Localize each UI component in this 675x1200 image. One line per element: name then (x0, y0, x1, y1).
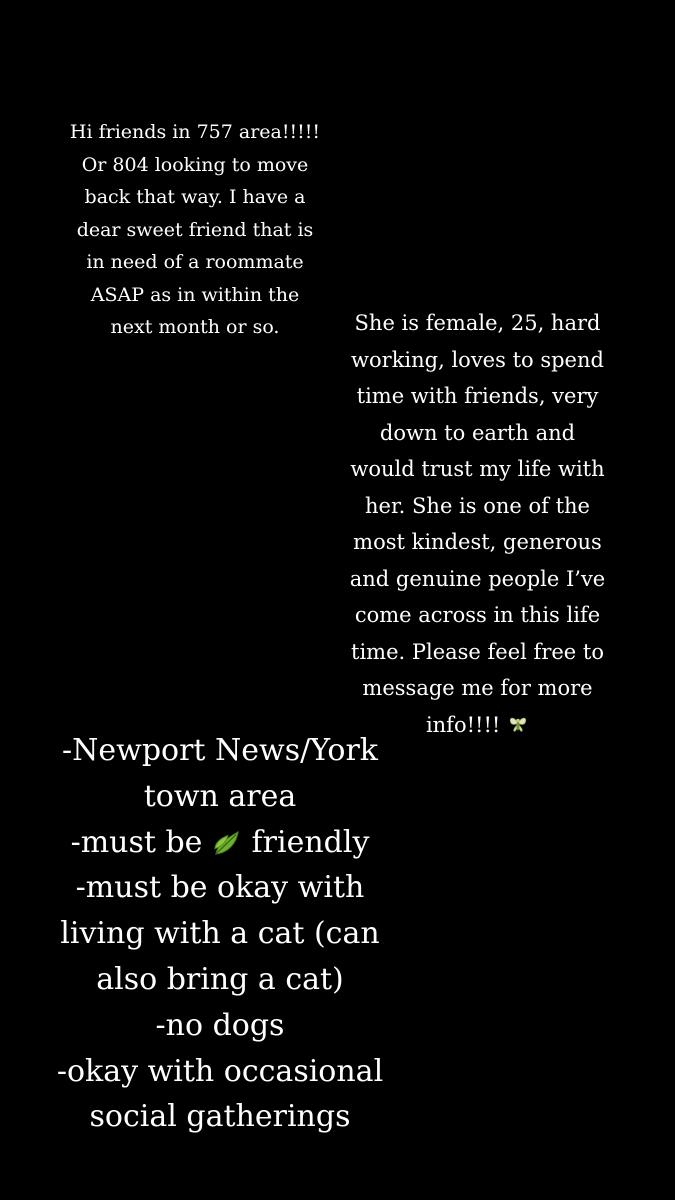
description-line: time with friends, very (356, 384, 599, 408)
description-line: down to earth and (379, 420, 576, 445)
description-line: working, loves to spend (351, 347, 604, 372)
intro-line: ASAP as in within the (90, 283, 300, 306)
requirement-line: living with a cat (can (60, 916, 380, 952)
intro-line: Or 804 looking to move (81, 153, 309, 176)
requirement-line: -no dogs (155, 1007, 285, 1043)
requirement-line: social gatherings (89, 1099, 351, 1135)
description-line: would trust my life with (350, 457, 605, 481)
description-line: her. She is one of the (365, 493, 590, 518)
requirement-line: town area (143, 778, 297, 814)
leaf-emoji-icon (212, 828, 242, 858)
requirement-line: also bring a cat) (96, 961, 344, 997)
description-line: and genuine people I’ve (349, 566, 606, 591)
requirement-text: friendly (251, 824, 370, 860)
requirements-text-block (20, 728, 420, 1140)
intro-line: back that way. I have a (84, 186, 306, 208)
description-line: message me for more (362, 676, 593, 700)
description-line: time. Please feel free to (351, 639, 604, 664)
requirement-line-with-icon (20, 820, 420, 866)
description-line: most kindest, generous (353, 530, 602, 554)
intro-line: next month or so. (110, 316, 280, 338)
requirement-line: -must be okay with (75, 870, 365, 906)
description-line: She is female, 25, hard (354, 311, 601, 335)
intro-line: dear sweet friend that is (76, 218, 314, 241)
description-line-text: info!!!! (425, 712, 501, 737)
intro-line: in need of a roommate (86, 251, 304, 273)
requirement-text: -must be (70, 824, 203, 860)
requirement-line: -okay with occasional (56, 1053, 384, 1089)
description-text-block (310, 305, 645, 743)
requirement-line: -Newport News/York (62, 733, 378, 768)
description-line: come across in this life (354, 603, 601, 627)
intro-line: Hi friends in 757 area!!!!! (69, 121, 321, 143)
fairy-emoji-icon (507, 713, 529, 735)
